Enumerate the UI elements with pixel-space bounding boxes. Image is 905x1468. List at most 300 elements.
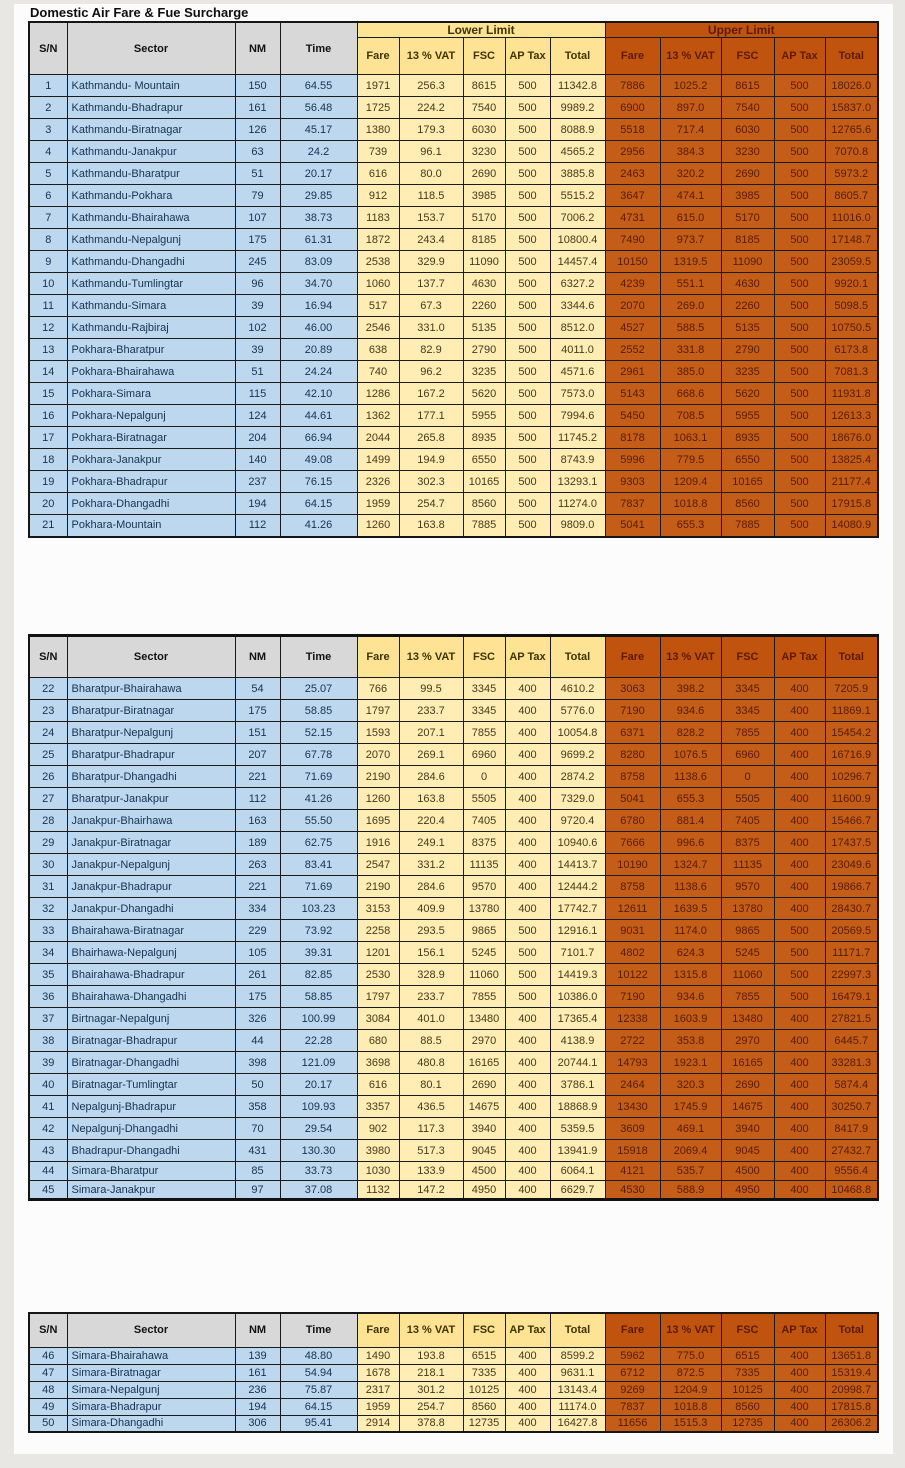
upper-fare-cell: 10122 [605, 964, 660, 986]
upper-vat-cell: 1063.1 [660, 427, 721, 449]
lower-aptax-cell: 500 [505, 207, 550, 229]
col-header-nm: NM [235, 1313, 280, 1347]
time-cell: 109.93 [280, 1096, 357, 1118]
lower-fare-cell: 1593 [357, 722, 399, 744]
upper-total-cell: 15454.2 [825, 722, 878, 744]
nm-cell: 107 [235, 207, 280, 229]
upper-aptax-cell: 500 [774, 295, 825, 317]
lower-aptax-cell: 500 [505, 339, 550, 361]
lower-total-cell: 9809.0 [550, 515, 605, 537]
lower-fare-cell: 616 [357, 163, 399, 185]
upper-vat-cell: 934.6 [660, 700, 721, 722]
header-row [29, 636, 878, 678]
lower-vat-cell: 177.1 [399, 405, 463, 427]
lower-vat-cell: 147.2 [399, 1181, 463, 1200]
lower-total-cell: 3786.1 [550, 1074, 605, 1096]
upper-vat-cell: 1204.9 [660, 1381, 721, 1398]
nm-cell: 334 [235, 898, 280, 920]
upper-total-cell: 17915.8 [825, 493, 878, 515]
upper-aptax-cell: 500 [774, 185, 825, 207]
sn-cell: 28 [29, 810, 67, 832]
upper-vat-cell: 1923.1 [660, 1052, 721, 1074]
lower-aptax-cell: 400 [505, 898, 550, 920]
lower-total-cell: 9631.1 [550, 1364, 605, 1381]
upper-vat-cell: 655.3 [660, 788, 721, 810]
lower-fare-cell: 1060 [357, 273, 399, 295]
fare-table-1 [28, 21, 879, 538]
lower-vat-cell: 80.1 [399, 1074, 463, 1096]
upper-vat-cell: 588.9 [660, 1181, 721, 1200]
upper-total-cell: 21177.4 [825, 471, 878, 493]
lower-aptax-cell: 500 [505, 471, 550, 493]
upper-vat-cell: 1174.0 [660, 920, 721, 942]
upper-fare-cell: 6371 [605, 722, 660, 744]
nm-cell: 112 [235, 515, 280, 537]
table-row [29, 1008, 878, 1030]
lower-total-cell: 14419.3 [550, 964, 605, 986]
lower-total-cell: 8512.0 [550, 317, 605, 339]
upper-aptax-cell: 500 [774, 317, 825, 339]
nm-cell: 189 [235, 832, 280, 854]
lower-total-cell: 10800.4 [550, 229, 605, 251]
lower-total-cell: 3885.8 [550, 163, 605, 185]
upper-total-cell: 11600.9 [825, 788, 878, 810]
lower-fare-cell: 1380 [357, 119, 399, 141]
sn-cell: 22 [29, 678, 67, 700]
upper-fsc-cell: 11135 [721, 854, 774, 876]
upper-aptax-cell: 500 [774, 986, 825, 1008]
lower-aptax-cell: 500 [505, 986, 550, 1008]
lower-total-cell: 4571.6 [550, 361, 605, 383]
lower-vat-cell: 220.4 [399, 810, 463, 832]
nm-cell: 151 [235, 722, 280, 744]
lower-vat-cell: 329.9 [399, 251, 463, 273]
lower-aptax-cell: 400 [505, 678, 550, 700]
time-cell: 130.30 [280, 1140, 357, 1162]
lower-aptax-cell: 500 [505, 964, 550, 986]
lower-vat-cell: 436.5 [399, 1096, 463, 1118]
upper-fsc-cell: 6030 [721, 119, 774, 141]
sn-cell: 24 [29, 722, 67, 744]
lower-fsc-cell: 4500 [463, 1162, 505, 1181]
nm-cell: 51 [235, 361, 280, 383]
upper-fsc-cell: 4630 [721, 273, 774, 295]
sn-cell: 16 [29, 405, 67, 427]
sn-cell: 40 [29, 1074, 67, 1096]
upper-total-cell: 5098.5 [825, 295, 878, 317]
col-header-upper-fsc: FSC [721, 636, 774, 678]
upper-fsc-cell: 7335 [721, 1364, 774, 1381]
upper-aptax-cell: 400 [774, 788, 825, 810]
table-row [29, 75, 878, 97]
lower-fsc-cell: 12735 [463, 1415, 505, 1432]
lower-vat-cell: 517.3 [399, 1140, 463, 1162]
lower-vat-cell: 256.3 [399, 75, 463, 97]
lower-total-cell: 4565.2 [550, 141, 605, 163]
table-row [29, 339, 878, 361]
col-header-time: Time [280, 22, 357, 75]
time-cell: 71.69 [280, 766, 357, 788]
nm-cell: 161 [235, 1364, 280, 1381]
lower-fare-cell: 3357 [357, 1096, 399, 1118]
upper-fsc-cell: 7540 [721, 97, 774, 119]
sector-cell: Simara-Biratnagar [67, 1364, 235, 1381]
upper-fare-cell: 8178 [605, 427, 660, 449]
sn-cell: 15 [29, 383, 67, 405]
time-cell: 41.26 [280, 788, 357, 810]
upper-fare-cell: 8758 [605, 876, 660, 898]
table-row [29, 810, 878, 832]
time-cell: 29.85 [280, 185, 357, 207]
sector-cell: Kathmandu-Bhadrapur [67, 97, 235, 119]
upper-fare-cell: 3063 [605, 678, 660, 700]
time-cell: 20.17 [280, 1074, 357, 1096]
sector-cell: Bharatpur-Nepalgunj [67, 722, 235, 744]
lower-aptax-cell: 500 [505, 449, 550, 471]
sn-cell: 38 [29, 1030, 67, 1052]
lower-total-cell: 5515.2 [550, 185, 605, 207]
lower-vat-cell: 269.1 [399, 744, 463, 766]
sn-cell: 35 [29, 964, 67, 986]
lower-vat-cell: 480.8 [399, 1052, 463, 1074]
upper-fsc-cell: 11090 [721, 251, 774, 273]
lower-vat-cell: 88.5 [399, 1030, 463, 1052]
nm-cell: 236 [235, 1381, 280, 1398]
upper-aptax-cell: 500 [774, 964, 825, 986]
lower-aptax-cell: 400 [505, 1162, 550, 1181]
col-header-nm: NM [235, 636, 280, 678]
upper-fsc-cell: 5620 [721, 383, 774, 405]
lower-vat-cell: 243.4 [399, 229, 463, 251]
lower-total-cell: 6629.7 [550, 1181, 605, 1200]
sn-cell: 48 [29, 1381, 67, 1398]
lower-fsc-cell: 5505 [463, 788, 505, 810]
sector-cell: Kathmandu- Mountain [67, 75, 235, 97]
sn-cell: 3 [29, 119, 67, 141]
upper-fsc-cell: 7405 [721, 810, 774, 832]
upper-aptax-cell: 400 [774, 1052, 825, 1074]
col-header-upper-fare: Fare [605, 636, 660, 678]
upper-aptax-cell: 500 [774, 493, 825, 515]
sector-cell: Janakpur-Bhairhawa [67, 810, 235, 832]
time-cell: 48.80 [280, 1347, 357, 1364]
upper-fare-cell: 8758 [605, 766, 660, 788]
upper-fsc-cell: 7855 [721, 986, 774, 1008]
table-row [29, 898, 878, 920]
header-row [29, 1313, 878, 1347]
upper-fare-cell: 10190 [605, 854, 660, 876]
nm-cell: 139 [235, 1347, 280, 1364]
upper-total-cell: 22997.3 [825, 964, 878, 986]
col-header-upper-fare: Fare [605, 1313, 660, 1347]
table-row [29, 1181, 878, 1200]
upper-aptax-cell: 500 [774, 207, 825, 229]
sn-cell: 9 [29, 251, 67, 273]
upper-fsc-cell: 13780 [721, 898, 774, 920]
col-header-lower-fare: Fare [357, 636, 399, 678]
col-header-lower-aptax: AP Tax [505, 1313, 550, 1347]
time-cell: 64.15 [280, 1398, 357, 1415]
lower-total-cell: 6327.2 [550, 273, 605, 295]
upper-vat-cell: 973.7 [660, 229, 721, 251]
sector-cell: Pokhara-Bharatpur [67, 339, 235, 361]
sn-cell: 27 [29, 788, 67, 810]
lower-vat-cell: 167.2 [399, 383, 463, 405]
upper-fsc-cell: 2970 [721, 1030, 774, 1052]
lower-vat-cell: 67.3 [399, 295, 463, 317]
time-cell: 95.41 [280, 1415, 357, 1432]
upper-total-cell: 15466.7 [825, 810, 878, 832]
upper-vat-cell: 353.8 [660, 1030, 721, 1052]
upper-vat-cell: 1324.7 [660, 854, 721, 876]
lower-total-cell: 4138.9 [550, 1030, 605, 1052]
lower-fare-cell: 3698 [357, 1052, 399, 1074]
upper-fsc-cell: 2690 [721, 1074, 774, 1096]
upper-total-cell: 23049.6 [825, 854, 878, 876]
upper-total-cell: 33281.3 [825, 1052, 878, 1074]
sector-cell: Kathmandu-Rajbiraj [67, 317, 235, 339]
table-row [29, 1140, 878, 1162]
lower-aptax-cell: 400 [505, 1140, 550, 1162]
nm-cell: 115 [235, 383, 280, 405]
upper-fare-cell: 11656 [605, 1415, 660, 1432]
sector-cell: Kathmandu-Simara [67, 295, 235, 317]
lower-fsc-cell: 8615 [463, 75, 505, 97]
upper-limit-group-header: Upper Limit [605, 22, 878, 38]
upper-aptax-cell: 400 [774, 810, 825, 832]
lower-fare-cell: 616 [357, 1074, 399, 1096]
lower-fsc-cell: 2690 [463, 1074, 505, 1096]
table-row [29, 163, 878, 185]
lower-aptax-cell: 500 [505, 295, 550, 317]
table-row [29, 273, 878, 295]
time-cell: 52.15 [280, 722, 357, 744]
lower-fare-cell: 2070 [357, 744, 399, 766]
lower-aptax-cell: 400 [505, 744, 550, 766]
lower-total-cell: 5776.0 [550, 700, 605, 722]
time-cell: 71.69 [280, 876, 357, 898]
upper-aptax-cell: 500 [774, 119, 825, 141]
sector-cell: Biratnagar-Dhangadhi [67, 1052, 235, 1074]
lower-fare-cell: 2538 [357, 251, 399, 273]
upper-fare-cell: 2961 [605, 361, 660, 383]
lower-fsc-cell: 6960 [463, 744, 505, 766]
lower-fare-cell: 1030 [357, 1162, 399, 1181]
time-cell: 83.41 [280, 854, 357, 876]
lower-fsc-cell: 11060 [463, 964, 505, 986]
lower-aptax-cell: 500 [505, 361, 550, 383]
col-header-upper-vat: 13 % VAT [660, 38, 721, 75]
sector-cell: Simara-Dhangadhi [67, 1415, 235, 1432]
table-row [29, 449, 878, 471]
sn-cell: 34 [29, 942, 67, 964]
lower-fare-cell: 1872 [357, 229, 399, 251]
time-cell: 44.61 [280, 405, 357, 427]
upper-fare-cell: 7837 [605, 1398, 660, 1415]
lower-total-cell: 8743.9 [550, 449, 605, 471]
lower-aptax-cell: 400 [505, 1030, 550, 1052]
lower-fsc-cell: 4630 [463, 273, 505, 295]
lower-aptax-cell: 500 [505, 97, 550, 119]
time-cell: 64.55 [280, 75, 357, 97]
lower-aptax-cell: 500 [505, 515, 550, 537]
lower-aptax-cell: 400 [505, 788, 550, 810]
lower-fare-cell: 1286 [357, 383, 399, 405]
upper-aptax-cell: 400 [774, 1381, 825, 1398]
lower-aptax-cell: 400 [505, 1096, 550, 1118]
col-header-lower-fare: Fare [357, 38, 399, 75]
sector-cell: Pokhara-Nepalgunj [67, 405, 235, 427]
time-cell: 67.78 [280, 744, 357, 766]
lower-fsc-cell: 3985 [463, 185, 505, 207]
upper-vat-cell: 269.0 [660, 295, 721, 317]
lower-fare-cell: 1260 [357, 515, 399, 537]
upper-vat-cell: 934.6 [660, 986, 721, 1008]
lower-vat-cell: 331.2 [399, 854, 463, 876]
upper-fare-cell: 5962 [605, 1347, 660, 1364]
sector-cell: Kathmandu-Nepalgunj [67, 229, 235, 251]
lower-aptax-cell: 400 [505, 854, 550, 876]
upper-fsc-cell: 2690 [721, 163, 774, 185]
time-cell: 38.73 [280, 207, 357, 229]
upper-fare-cell: 2464 [605, 1074, 660, 1096]
sector-cell: Biratnagar-Tumlingtar [67, 1074, 235, 1096]
time-cell: 29.54 [280, 1118, 357, 1140]
upper-total-cell: 11016.0 [825, 207, 878, 229]
upper-total-cell: 6445.7 [825, 1030, 878, 1052]
upper-fare-cell: 3609 [605, 1118, 660, 1140]
sn-cell: 5 [29, 163, 67, 185]
nm-cell: 204 [235, 427, 280, 449]
lower-fare-cell: 1797 [357, 986, 399, 1008]
lower-fsc-cell: 11135 [463, 854, 505, 876]
col-header-upper-total: Total [825, 636, 878, 678]
lower-aptax-cell: 500 [505, 427, 550, 449]
fare-table-2 [28, 634, 879, 1201]
upper-fsc-cell: 10165 [721, 471, 774, 493]
lower-total-cell: 5359.5 [550, 1118, 605, 1140]
sector-cell: Pokhara-Simara [67, 383, 235, 405]
col-header-lower-vat: 13 % VAT [399, 38, 463, 75]
lower-limit-group-header: Lower Limit [357, 22, 605, 38]
table-row [29, 1364, 878, 1381]
sector-cell: Janakpur-Nepalgunj [67, 854, 235, 876]
upper-vat-cell: 668.6 [660, 383, 721, 405]
lower-fare-cell: 1201 [357, 942, 399, 964]
sector-cell: Kathmandu-Pokhara [67, 185, 235, 207]
upper-vat-cell: 1319.5 [660, 251, 721, 273]
lower-vat-cell: 254.7 [399, 493, 463, 515]
lower-vat-cell: 254.7 [399, 1398, 463, 1415]
col-header-lower-fsc: FSC [463, 636, 505, 678]
upper-vat-cell: 1138.6 [660, 876, 721, 898]
upper-fsc-cell: 4950 [721, 1181, 774, 1200]
upper-fare-cell: 7190 [605, 986, 660, 1008]
lower-fsc-cell: 6515 [463, 1347, 505, 1364]
table-row [29, 1096, 878, 1118]
upper-fsc-cell: 8615 [721, 75, 774, 97]
upper-aptax-cell: 400 [774, 1364, 825, 1381]
nm-cell: 124 [235, 405, 280, 427]
lower-aptax-cell: 400 [505, 1118, 550, 1140]
lower-fare-cell: 1971 [357, 75, 399, 97]
nm-cell: 102 [235, 317, 280, 339]
lower-fsc-cell: 9045 [463, 1140, 505, 1162]
upper-fare-cell: 9303 [605, 471, 660, 493]
sn-cell: 1 [29, 75, 67, 97]
sn-cell: 29 [29, 832, 67, 854]
lower-fare-cell: 2044 [357, 427, 399, 449]
lower-aptax-cell: 500 [505, 229, 550, 251]
upper-total-cell: 27432.7 [825, 1140, 878, 1162]
time-cell: 54.94 [280, 1364, 357, 1381]
time-cell: 24.24 [280, 361, 357, 383]
group-header-row [29, 22, 878, 38]
lower-total-cell: 3344.6 [550, 295, 605, 317]
sn-cell: 14 [29, 361, 67, 383]
upper-vat-cell: 828.2 [660, 722, 721, 744]
lower-fsc-cell: 8185 [463, 229, 505, 251]
nm-cell: 326 [235, 1008, 280, 1030]
lower-fsc-cell: 10125 [463, 1381, 505, 1398]
upper-fare-cell: 5450 [605, 405, 660, 427]
upper-fsc-cell: 6550 [721, 449, 774, 471]
lower-vat-cell: 163.8 [399, 788, 463, 810]
lower-vat-cell: 96.1 [399, 141, 463, 163]
sector-cell: Pokhara-Bhairahawa [67, 361, 235, 383]
sn-cell: 37 [29, 1008, 67, 1030]
upper-total-cell: 20569.5 [825, 920, 878, 942]
sn-cell: 8 [29, 229, 67, 251]
table-row [29, 876, 878, 898]
upper-aptax-cell: 500 [774, 339, 825, 361]
lower-fare-cell: 1132 [357, 1181, 399, 1200]
lower-total-cell: 9699.2 [550, 744, 605, 766]
upper-fare-cell: 4530 [605, 1181, 660, 1200]
table-row [29, 185, 878, 207]
lower-total-cell: 7101.7 [550, 942, 605, 964]
upper-fare-cell: 4239 [605, 273, 660, 295]
lower-vat-cell: 80.0 [399, 163, 463, 185]
upper-fsc-cell: 9045 [721, 1140, 774, 1162]
time-cell: 24.2 [280, 141, 357, 163]
col-header-upper-fare: Fare [605, 38, 660, 75]
col-header-lower-total: Total [550, 636, 605, 678]
sn-cell: 25 [29, 744, 67, 766]
upper-fsc-cell: 6960 [721, 744, 774, 766]
upper-fsc-cell: 8560 [721, 493, 774, 515]
nm-cell: 175 [235, 986, 280, 1008]
lower-fare-cell: 3084 [357, 1008, 399, 1030]
sn-cell: 11 [29, 295, 67, 317]
lower-fare-cell: 3153 [357, 898, 399, 920]
lower-total-cell: 4011.0 [550, 339, 605, 361]
time-cell: 33.73 [280, 1162, 357, 1181]
table-row [29, 361, 878, 383]
upper-total-cell: 7070.8 [825, 141, 878, 163]
lower-aptax-cell: 400 [505, 876, 550, 898]
lower-aptax-cell: 500 [505, 119, 550, 141]
upper-vat-cell: 398.2 [660, 678, 721, 700]
lower-fsc-cell: 13780 [463, 898, 505, 920]
lower-fare-cell: 740 [357, 361, 399, 383]
upper-fsc-cell: 8560 [721, 1398, 774, 1415]
upper-total-cell: 17437.5 [825, 832, 878, 854]
col-header-upper-total: Total [825, 1313, 878, 1347]
lower-total-cell: 2874.2 [550, 766, 605, 788]
lower-total-cell: 20744.1 [550, 1052, 605, 1074]
sn-cell: 17 [29, 427, 67, 449]
